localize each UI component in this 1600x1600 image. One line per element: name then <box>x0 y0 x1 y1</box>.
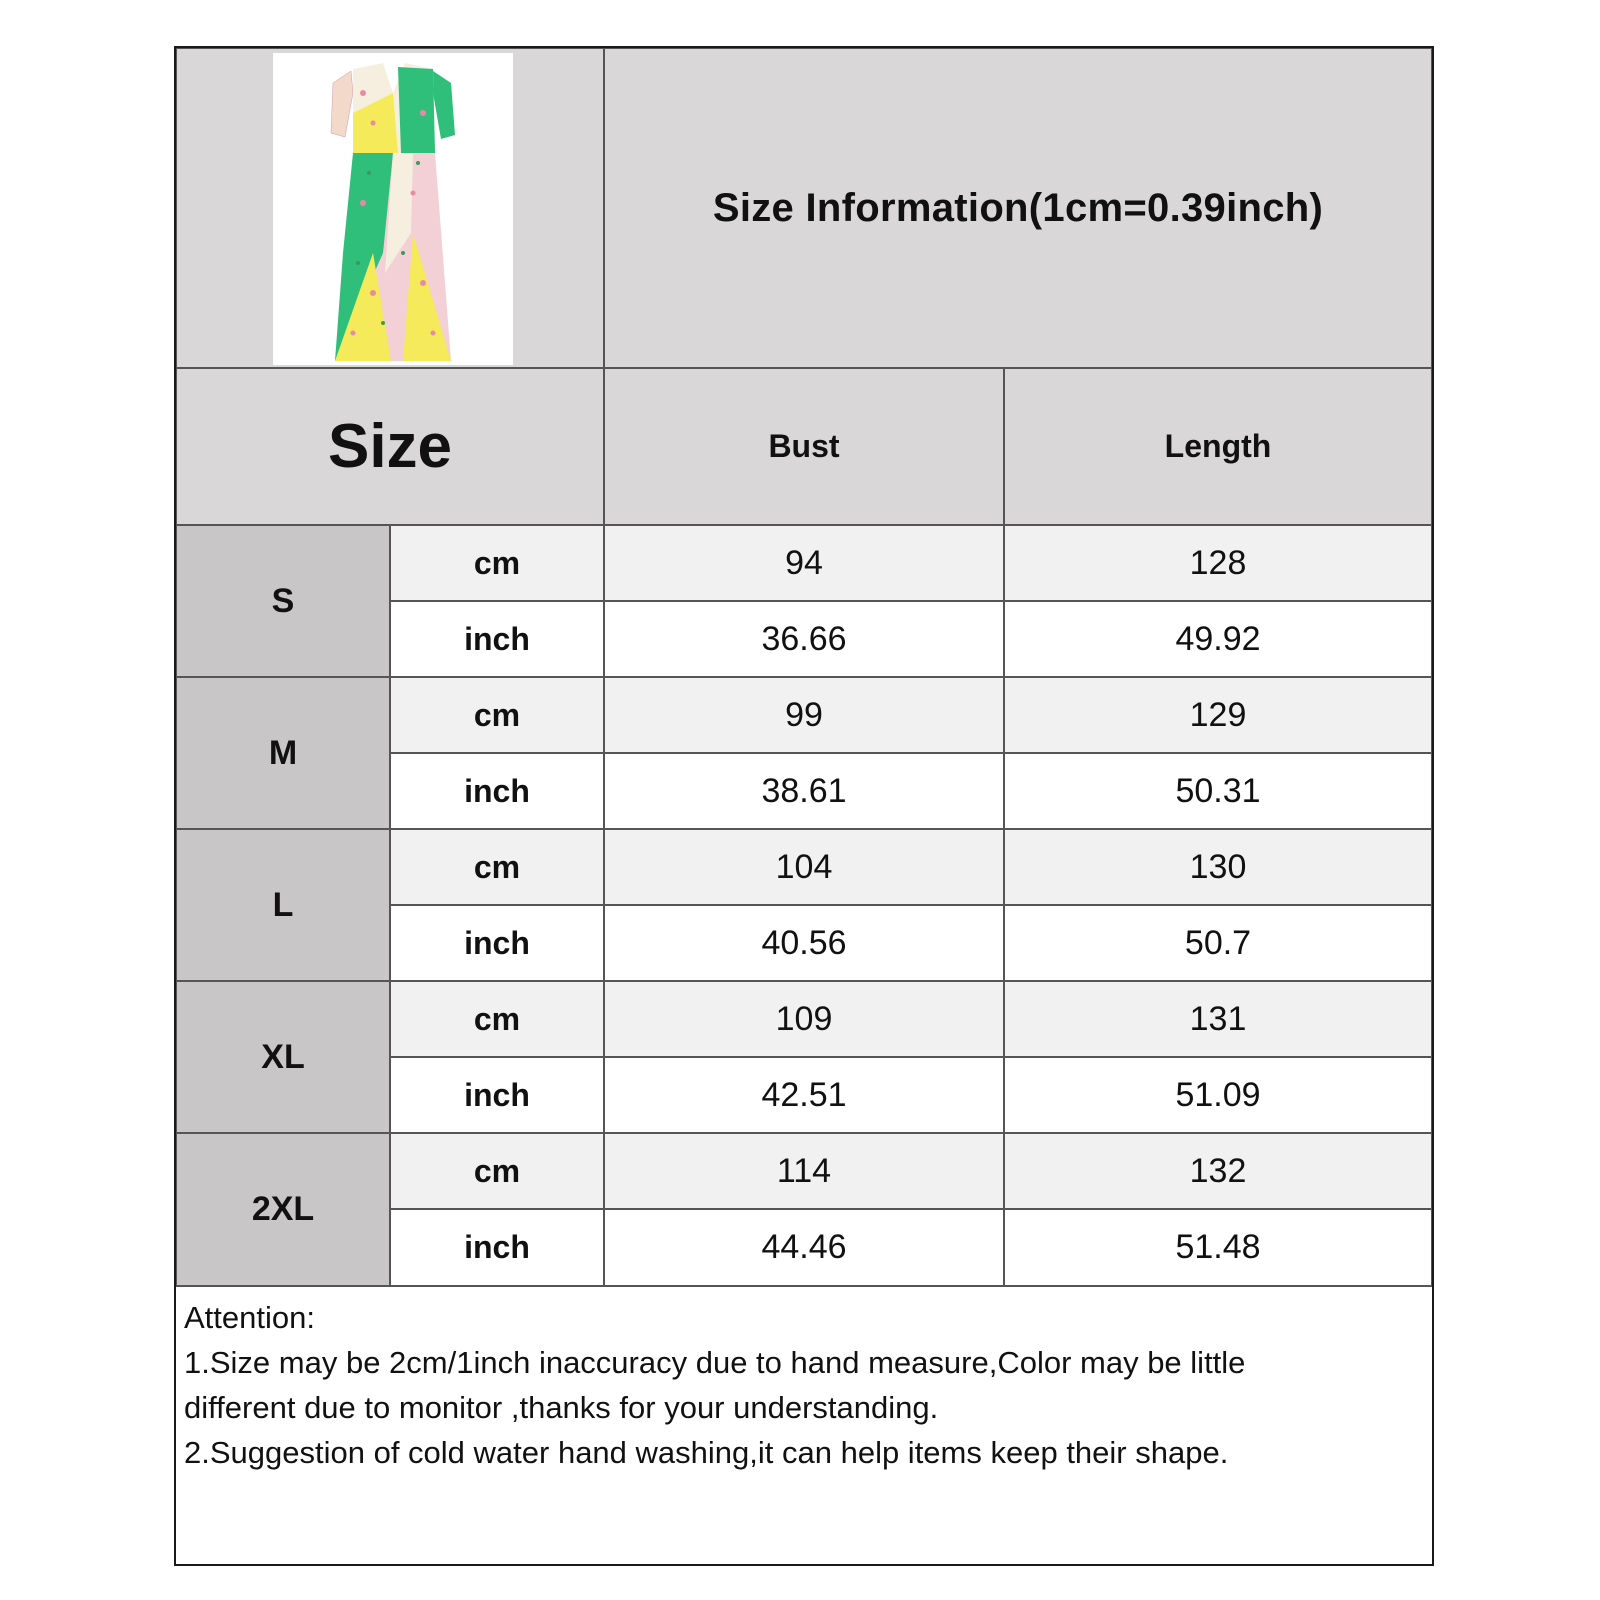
page-title: Size Information(1cm=0.39inch) <box>604 48 1432 368</box>
unit-cell: inch <box>390 601 604 677</box>
unit-cell: cm <box>390 525 604 601</box>
floral-patchwork-dress-image <box>273 53 513 365</box>
unit-cell: inch <box>390 1209 604 1286</box>
size-label-s: S <box>176 525 390 677</box>
notes-line: 2.Suggestion of cold water hand washing,it can help items keep their shape. <box>184 1435 1229 1470</box>
bust-value: 94 <box>604 525 1004 601</box>
length-value: 131 <box>1004 981 1432 1057</box>
size-column-header: Size <box>176 368 604 525</box>
bust-value: 36.66 <box>604 601 1004 677</box>
bust-value: 44.46 <box>604 1209 1004 1286</box>
size-label-2xl: 2XL <box>176 1133 390 1286</box>
length-value: 50.7 <box>1004 905 1432 981</box>
length-value: 132 <box>1004 1133 1432 1209</box>
notes-line: 1.Size may be 2cm/1inch inaccuracy due to hand measure,Color may be little <box>184 1345 1246 1380</box>
length-value: 50.31 <box>1004 753 1432 829</box>
unit-cell: cm <box>390 981 604 1057</box>
bust-value: 40.56 <box>604 905 1004 981</box>
bust-value: 109 <box>604 981 1004 1057</box>
notes-line: different due to monitor ,thanks for your understanding. <box>184 1390 939 1425</box>
unit-cell: cm <box>390 677 604 753</box>
product-image-cell <box>176 48 604 368</box>
length-value: 130 <box>1004 829 1432 905</box>
unit-cell: inch <box>390 753 604 829</box>
size-chart <box>174 46 1434 1566</box>
length-column-header: Length <box>1004 368 1432 525</box>
size-label-xl: XL <box>176 981 390 1133</box>
bust-value: 99 <box>604 677 1004 753</box>
notes-heading: Attention: <box>184 1300 315 1335</box>
bust-column-header: Bust <box>604 368 1004 525</box>
unit-cell: inch <box>390 1057 604 1133</box>
unit-cell: cm <box>390 829 604 905</box>
bust-value: 114 <box>604 1133 1004 1209</box>
bust-value: 104 <box>604 829 1004 905</box>
dress-icon <box>273 53 513 365</box>
unit-cell: inch <box>390 905 604 981</box>
length-value: 128 <box>1004 525 1432 601</box>
size-label-m: M <box>176 677 390 829</box>
length-value: 51.48 <box>1004 1209 1432 1286</box>
unit-cell: cm <box>390 1133 604 1209</box>
length-value: 49.92 <box>1004 601 1432 677</box>
length-value: 129 <box>1004 677 1432 753</box>
size-label-l: L <box>176 829 390 981</box>
attention-notes <box>176 1286 1432 1564</box>
bust-value: 38.61 <box>604 753 1004 829</box>
bust-value: 42.51 <box>604 1057 1004 1133</box>
length-value: 51.09 <box>1004 1057 1432 1133</box>
